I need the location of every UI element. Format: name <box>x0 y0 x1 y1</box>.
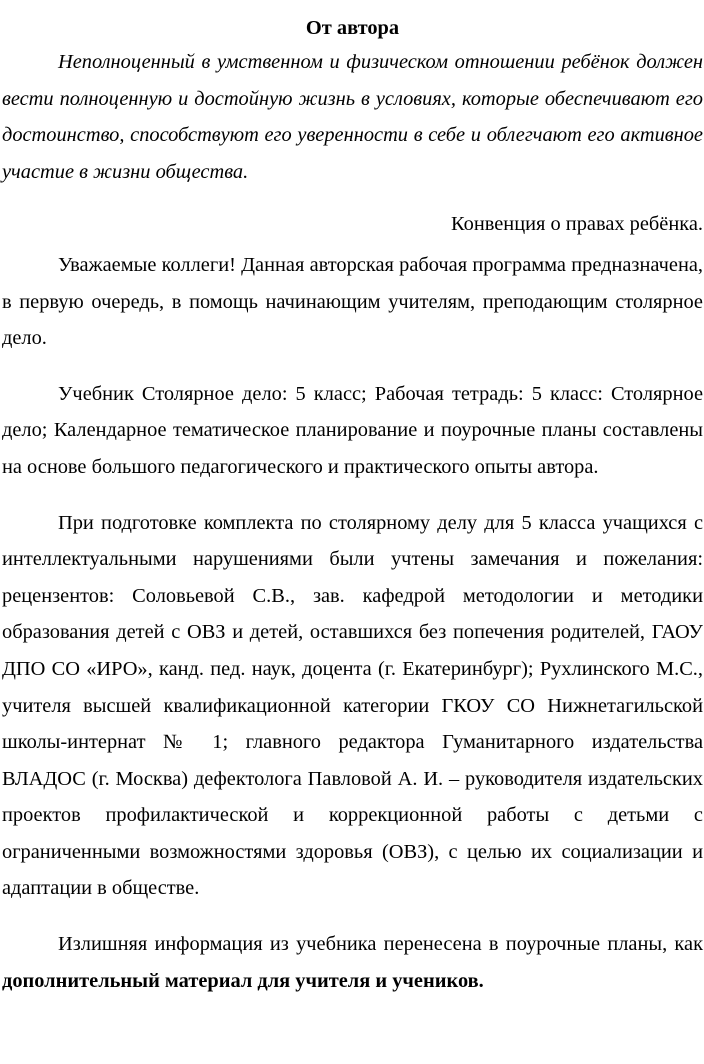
page-title: От автора <box>305 17 400 39</box>
epigraph-text: Неполноценный в умственном и физическом отношении ребёнок должен вести полноценную и достойную жизнь в условиях, которые обеспечивают его достоинство, способствуют его уверенности в себе и облегчают его активное участие в жизни общества. <box>2 51 703 183</box>
paragraph-colleagues: Уважаемые коллеги! Данная авторская рабочая программа предназначена, в первую очередь, в помощь начинающим учителям, преподающим столярное дело. <box>2 253 703 350</box>
paragraph-extra-bold: дополнительный материал для учителя и учеников. <box>2 969 484 992</box>
epigraph-source: Конвенция о правах ребёнка. <box>451 213 703 236</box>
paragraph-extra-material <box>2 926 703 999</box>
paragraph-extra-text: Излишняя информация из учебника перенесена в поурочные планы, как <box>58 933 703 956</box>
paragraph-textbook: Учебник Столярное дело: 5 класс; Рабочая тетрадь: 5 класс: Столярное дело; Календарное тематическое планирование и поурочные планы составлены на основе большого педагогического и практического опыты автора. <box>2 382 703 478</box>
paragraph-preparation: При подготовке комплекта по столярному делу для 5 класса учащихся с интеллектуальными нарушениями были учтены замечания и пожелания: рецензентов: Соловьевой С.В., зав. кафедрой методологии и методики образования детей с ОВЗ и детей, оставшихся без попечения родителей, ГАОУ ДПО СО «ИРО», канд. пед. наук, доцента (г. Екатеринбург); Рухлинского М.С., учителя высшей квалификационной категории ГКОУ СО Нижнетагильской школы-интернат № 1; главного редактора Гуманитарного издательства ВЛАДОС (г. Москва) дефектолога Павловой А. И. – руководителя издательских проектов профилактической и коррекционной работы с детьми с ограниченными возможностями здоровья (ОВЗ), с целью их социализации и адаптации в обществе. <box>2 511 703 900</box>
